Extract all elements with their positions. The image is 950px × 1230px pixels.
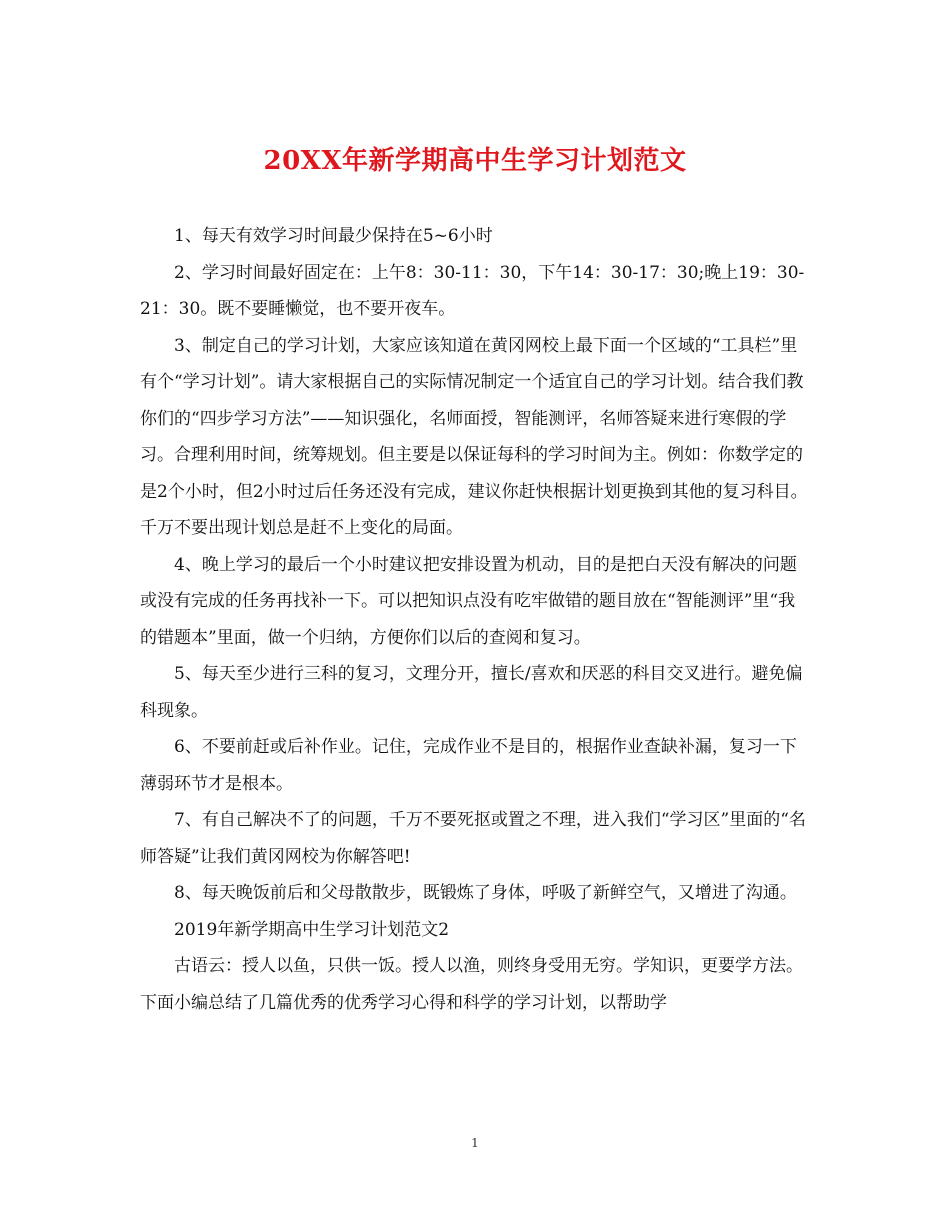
paragraph-7: 7、有自己解决不了的问题，千万不要死抠或置之不理，进入我们“学习区”里面的“名师答疑”让我们黄冈网校为你解答吧!	[140, 810, 806, 867]
paragraph-8: 8、每天晚饭前后和父母散散步，既锻炼了身体，呼吸了新鲜空气，又增进了沟通。	[174, 883, 797, 903]
document-body	[140, 218, 812, 1021]
paragraph-1: 1、每天有效学习时间最少保持在5~6小时	[174, 226, 493, 246]
paragraph-intro: 古语云：授人以鱼，只供一饭。授人以渔，则终身受用无穷。学知识，更要学方法。下面小编总结了几篇优秀的优秀学习心得和科学的学习计划，以帮助学	[140, 956, 803, 1013]
paragraph-5: 5、每天至少进行三科的复习，文理分开，擅长/喜欢和厌恶的科目交叉进行。避免偏科现象。	[140, 664, 803, 721]
paragraph-4: 4、晚上学习的最后一个小时建议把安排设置为机动，目的是把白天没有解决的问题或没有完成的任务再找补一下。可以把知识点没有吃牢做错的题目放在“智能测评”里“我的错题本”里面，做一个归纳，方便你们以后的查阅和复习。	[140, 554, 797, 648]
paragraph-2: 2、学习时间最好固定在：上午8：30-11：30，下午14：30-17：30;晚上19：30-21：30。既不要睡懒觉，也不要开夜车。	[140, 262, 805, 319]
paragraph-6: 6、不要前赶或后补作业。记住，完成作业不是目的，根据作业查缺补漏，复习一下薄弱环节才是根本。	[140, 737, 797, 794]
paragraph-3: 3、制定自己的学习计划，大家应该知道在黄冈网校上最下面一个区域的“工具栏”里有个“学习计划”。请大家根据自己的实际情况制定一个适宜自己的学习计划。结合我们教你们的“四步学习方法”——知识强化，名师面授，智能测评，名师答疑来进行寒假的学习。合理利用时间，统筹规划。但主要是以保证每科的学习时间为主。例如：你数学定的是2个小时，但2小时过后任务还没有完成，建议你赶快根据计划更换到其他的复习科目。千万不要出现计划总是赶不上变化的局面。	[140, 335, 808, 538]
section-heading: 2019年新学期高中生学习计划范文2	[174, 919, 450, 940]
document-title: 20XX年新学期高中生学习计划范文	[263, 146, 687, 176]
page-number: 1	[471, 1136, 479, 1150]
